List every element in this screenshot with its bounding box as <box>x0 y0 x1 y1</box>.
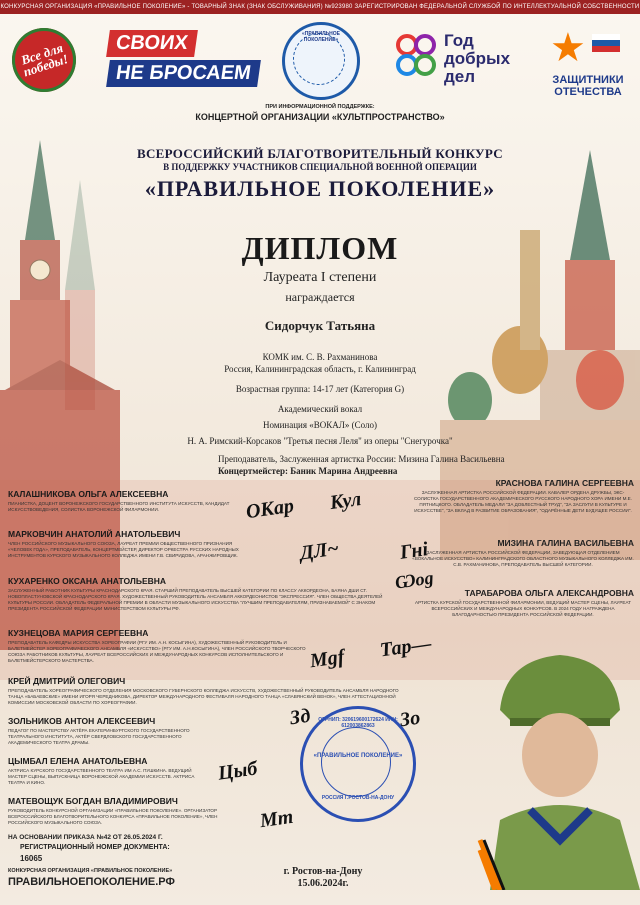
city: г. Ростов-на-Дону <box>283 866 363 877</box>
svoih-ne-brosaem-logo <box>108 30 253 88</box>
jury-desc: ПРЕПОДАВАТЕЛЬ КАФЕДРЫ ИСКУССТВА ХОРЕОГРАФИИ (РГУ ИМ. А.Н. КОСЫГИНА), ХУДОЖЕСТВЕННЫЙ РУКОВОДИТЕЛЬ И БАЛЕТМЕЙСТЕР ХОРЕОГРАФИЧЕСКОГО АНСАМБЛЯ «ИСКУССТВО» (РГУ ИМ. А.Н.КОСЫГИНА), ЧЛЕН РОССИЙСКОГО ТВОРЧЕСКОГО СОЮЗА РАБОТНИКОВ КУЛЬТУРЫ, ЛАУРЕАТ ВСЕРОССИЙСКИХ И МЕЖДУНАРОДНЫХ КОНКУРСОВ ИСПОЛНИТЕЛЬСКОГО И БАЛЕТМЕЙСТЕРСКОГО МАСТЕРСТВА. <box>8 640 306 663</box>
signature: ДЛ~ <box>298 537 341 565</box>
jury-desc: ПИАНИСТКА, ДОЦЕНТ ВОРОНЕЖСКОГО ГОСУДАРСТВЕННОГО ИНСТИТУТА ИСКУССТВ, КАНДИДАТ ИСКУССТВОВЕДЕНИЯ, СОЛИСТКА ВОРОНЕЖСКОЙ ФИЛАРМОНИИ. <box>8 501 230 512</box>
signature: Гнi <box>398 538 430 564</box>
jury-member <box>8 676 408 706</box>
location: Россия, Калининградская область, г. Калининград <box>224 364 416 374</box>
logo-text-bottom: НЕ БРОСАЕМ <box>106 60 261 87</box>
logo-text: «ПРАВИЛЬНОЕ ПОКОЛЕНИЕ» <box>301 31 341 43</box>
signature: Зд <box>288 704 312 730</box>
diploma-title: ДИПЛОМ <box>241 230 399 266</box>
jury-desc: ЗАСЛУЖЕННАЯ АРТИСТКА РОССИЙСКОЙ ФЕДЕРАЦИИ. КАВАЛЕР ОРДЕНА ДРУЖБЫ, ЭКС-СОЛИСТКА ГОСУДАРСТВЕННОГО АКАДЕМИЧЕСКОГО РУССКОГО НАРОДНОГО ХОРА ИМЕНИ М.Е. ПЯТНИЦКОГО. ОБЛАДАТЕЛЬ МЕДАЛИ "ЗА ДОБЛЕСТНЫЙ ТРУД", "ЗА ЗАСЛУГИ В КУЛЬТУРЕ И ИСКУССТВЕ", "ЗА ВКЛАД В РАЗВИТИЕ ОБРАЗОВАНИЯ", "ОДАРЁННЫЕ ДЕТИ БУДУЩЕЕ РОССИИ". <box>413 490 633 513</box>
signature: Кул <box>328 487 363 515</box>
info-support <box>0 104 640 122</box>
logo-text: Все для победы! <box>19 40 70 80</box>
organization-name: КОНКУРСНАЯ ОРГАНИЗАЦИЯ «ПРАВИЛЬНОЕ ПОКОЛЕНИЕ» <box>8 868 173 874</box>
jury-member <box>412 538 634 568</box>
jury-desc: ПРЕПОДАВАТЕЛЬ ХОРЕОГРАФИЧЕСКОГО ОТДЕЛЕНИЯ МОСКОВСКОГО ГУБЕРНСКОГО КОЛЛЕДЖА ИСКУССТВ, ХУДОЖЕСТВЕННЫЙ РУКОВОДИТЕЛЬ АНСАМБЛЯ НАРОДНОГО ТАНЦА «БАБАЕВСКИЕ» ИМЕНИ ИГОРЯ ЧЕРЕДНИКОВА, ДИРЕКТОР МЕЖДУНАРОДНОГО ФЕСТИВАЛЯ НАРОДНОГО ТАНЦА «СЛАВЯНСКИЙ ВЕНОК», ЧЛЕН АТТЕСТАЦИОННОЙ КОМИССИИ МОСКОВСКОЙ ОБЛАСТИ ПО ХОРЕОГРАФИИ. <box>8 688 399 705</box>
jury-name: ЦЫМБАЛ ЕЛЕНА АНАТОЛЬЕВНА <box>8 756 148 766</box>
registration-number: 16065 <box>20 854 43 863</box>
jury-desc: ЗАСЛУЖЕННЫЙ РАБОТНИК КУЛЬТУРЫ КРАСНОДАРСКОГО КРАЯ. СТАРШИЙ ПРЕПОДАВАТЕЛЬ ВЫСШЕЙ КАТЕГОРИИ ПО КЛАССУ АККОРДЕОНА, БАЯНА ДШИ СТ. НОВОПЛАСТУНОВСКОЙ КРАСНОДАРСКОГО КРАЯ. ХУДОЖЕСТВЕННЫЙ РУКОВОДИТЕЛЬ АНСАМБЛЯ АККОРДЕОНИСТОВ "ЭКСПРЕССИЯ". ЧЛЕН ОБЩЕСТВА ДЕЯТЕЛЕЙ КУЛЬТУРЫ РОССИИ. ОБЛАДАТЕЛЬ ФЕДЕРАЛЬНОЙ ПРЕМИИ В ОБЛАСТИ МУЗЫКАЛЬНОГО ИСКУССТВА "ЛУЧШИМ ПРЕПОДАВАТЕЛЯМ, ПРИЗНАВАЕМОЙ" С ЗНАКОМ ПРЕЗИДЕНТА РОССИЙСКОЙ ФЕДЕРАЦИИ МИНИСТЕРСТВОМ КУЛЬТУРЫ РФ. <box>8 588 383 611</box>
zashchitniki-otechestva-logo <box>540 26 636 98</box>
support-label: ПРИ ИНФОРМАЦИОННОЙ ПОДДЕРЖКЕ: <box>265 104 375 110</box>
jury-desc: ЗАСЛУЖЕННАЯ АРТИСТКА РОССИЙСКОЙ ФЕДЕРАЦИИ, ЗАВЕДУЮЩАЯ ОТДЕЛЕНИЕМ «ВОКАЛЬНОЕ ИСКУССТВО» КАЛИНИНГРАДСКОГО ОБЛАСТНОГО МУЗЫКАЛЬНОГО КОЛЛЕДЖА ИМ. С.В. РАХМАНИНОВА, ПРЕПОДАВАТЕЛЬ ВЫСШЕЙ КАТЕГОРИИ. <box>412 550 634 567</box>
signature: Цыб <box>216 757 259 785</box>
teacher: Преподаватель, Заслуженная артистка России: Мизина Галина Васильевна <box>218 454 505 464</box>
performed-work: Н. А. Римский-Корсаков "Третья песня Леля" из оперы "Снегурочка" <box>187 436 453 446</box>
jury-desc: ЧЛЕН РОССИЙСКОГО МУЗЫКАЛЬНОГО СОЮЗА, ЛАУРЕАТ ПРЕМИИ ОБЩЕСТВЕННОГО ПРИЗНАНИЯ «ЧЕЛОВЕК ГОДА», ПРЕПОДАВАТЕЛЬ, КОНЦЕРТМЕЙСТЕР, ДИРЕКТОР ОРКЕСТРА РУССКИХ НАРОДНЫХ ИНСТРУМЕНТОВ КУРСКОГО МУЗЫКАЛЬНОГО КОЛЛЕДЖА ИМЕНИ Г.В. СВИРИДОВА, АРАНЖИРОВЩИК. <box>8 541 239 558</box>
jury-name: КРЕЙ ДМИТРИЙ ОЛЕГОВИЧ <box>8 676 126 686</box>
age-group: Возрастная группа: 14-17 лет (Категория G) <box>235 384 405 394</box>
jury-member <box>8 576 388 612</box>
signature: ОКар <box>244 494 296 524</box>
jury-name: КРАСНОВА ГАЛИНА СЕРГЕЕВНА <box>495 478 634 488</box>
jury-member <box>8 756 208 786</box>
award-text: награждается <box>285 290 355 304</box>
stamp-middle-text: «ПРАВИЛЬНОЕ ПОКОЛЕНИЕ» <box>313 753 403 759</box>
laureate-degree: Лауреата I степени <box>263 270 377 285</box>
stamp-top-text: ОГРНИП: 320619600172624 ИНН: 612003862863 <box>318 717 398 729</box>
logo-text: ЗАЩИТНИКИ ОТЕЧЕСТВА <box>552 74 624 98</box>
recipient-name: Сидорчук Татьяна <box>264 318 376 333</box>
registration-label: РЕГИСТРАЦИОННЫЙ НОМЕР ДОКУМЕНТА: <box>20 844 170 851</box>
jury-name: МИЗИНА ГАЛИНА ВАСИЛЬЕВНА <box>497 538 634 548</box>
website: ПРАВИЛЬНОЕПОКОЛЕНИЕ.РФ <box>8 876 175 888</box>
logo-text: Год добрых дел <box>444 31 511 86</box>
signature: Тар— <box>378 632 433 662</box>
signature: Ѡоg <box>393 567 435 593</box>
signature: Мgf <box>308 645 346 673</box>
jury-member <box>412 478 634 514</box>
jury-name: МАРКОВЧИН АНАТОЛИЙ АНАТОЛЬЕВИЧ <box>8 529 181 539</box>
support-org: КОНЦЕРТНОЙ ОРГАНИЗАЦИИ «КУЛЬТПРОСТРАНСТВО» <box>195 112 445 122</box>
order-reference: НА ОСНОВАНИИ ПРИКАЗА №42 ОТ 26.05.2024 Г. <box>8 834 163 841</box>
issue-date: 15.06.2024г. <box>297 878 349 889</box>
jury-desc: АРТИСТКА КУРСКОЙ ГОСУДАРСТВЕННОЙ ФИЛАРМОНИИ, ВЕДУЩИЙ МАСТЕР СЦЕНЫ, ЛАУРЕАТ ВСЕРОССИЙСКИХ И МЕЖДУНАРОДНЫХ КОНКУРСОВ. В 2024 ГОДУ НАГРАЖДЕНА БЛАГОДАРНОСТЬЮ ПРЕЗИДЕНТА РОССИЙСКОЙ ФЕДЕРАЦИИ. <box>415 600 631 617</box>
signature: Зо <box>398 706 422 732</box>
genre: Академический вокал <box>277 404 363 414</box>
jury-member <box>8 796 248 826</box>
jury-desc: ПЕДАГОГ ПО МАСТЕРСТВУ АКТЁРА ЕКАТЕРИНБУРГСКОГО ГОСУДАРСТВЕННОГО ТЕАТРАЛЬНОГО ИНСТИТУТА, АКТЁР СВЕРДЛОВСКОГО ГОСУДАРСТВЕННОГО АКАДЕМИЧЕСКОГО ТЕАТРА ДРАМЫ. <box>8 728 190 745</box>
jury-member <box>8 716 208 746</box>
stamp-inner-ring <box>321 727 391 797</box>
logo-dots <box>396 34 440 78</box>
stamp-bottom-text: РОССИЯ Г.РОСТОВ-НА-ДОНУ <box>321 795 395 801</box>
jury-name: ТАРАБАРОВА ОЛЬГА АЛЕКСАНДРОВНА <box>464 588 634 598</box>
signature: Мт <box>258 805 295 833</box>
logo-text-top: СВОИХ <box>106 30 197 57</box>
nomination: Номинация «ВОКАЛ» (Соло) <box>263 420 377 430</box>
jury-member <box>8 628 318 664</box>
jury-name: КАЛАШНИКОВА ОЛЬГА АЛЕКСЕЕВНА <box>8 489 169 499</box>
contest-subtitle: В ПОДДЕРЖКУ УЧАСТНИКОВ СПЕЦИАЛЬНОЙ ВОЕННОЙ ОПЕРАЦИИ <box>163 162 477 172</box>
school-name: КОМК им. С. В. Рахманинова <box>262 352 378 362</box>
vse-dlya-pobedy-logo <box>12 28 76 92</box>
jury-desc: АКТРИСА КУРСКОГО ГОСУДАРСТВЕННОГО ТЕАТРА ИМ А.С. ПУШКИНА. ВЕДУЩИЙ МАСТЕР СЦЕНЫ, ВЫПУСКНИЦА ВОРОНЕЖСКОЙ АКАДЕМИИ ИСКУССТВ. АКТРИСА ТЕАТРА И КИНО. <box>8 768 195 785</box>
jury-name: ЗОЛЬНИКОВ АНТОН АЛЕКСЕЕВИЧ <box>8 716 156 726</box>
jury-member <box>412 588 634 618</box>
soldier-illustration <box>470 640 640 890</box>
god-dobryh-del-logo <box>396 28 511 92</box>
star-icon: ★ <box>550 26 586 70</box>
jury-name: КУХАРЕНКО ОКСАНА АНАТОЛЬЕВНА <box>8 576 167 586</box>
jury-member <box>8 529 253 559</box>
legal-notice-bar: КОНКУРСНАЯ ОРГАНИЗАЦИЯ «ПРАВИЛЬНОЕ ПОКОЛЕНИЕ» - ТОВАРНЫЙ ЗНАК (ЗНАК ОБСЛУЖИВАНИЯ) №923980 ЗАРЕГИСТРИРОВАН ФЕДЕРАЛЬНОЙ СЛУЖБОЙ ПО ИНТЕЛЛЕКТУАЛЬНОЙ СОБСТВЕННОСТИ <box>0 0 640 14</box>
contest-title: ВСЕРОССИЙСКИЙ БЛАГОТВОРИТЕЛЬНЫЙ КОНКУРС <box>137 146 503 161</box>
flag-icon <box>592 34 620 52</box>
jury-member <box>8 489 238 513</box>
jury-name: МАТЕВОЩУК БОГДАН ВЛАДИМИРОВИЧ <box>8 796 178 806</box>
jury-name: КУЗНЕЦОВА МАРИЯ СЕРГЕЕВНА <box>8 628 149 638</box>
official-stamp <box>300 706 416 822</box>
accompanist: Концертмейстер: Баник Марина Андреевна <box>218 466 398 476</box>
contest-name: «ПРАВИЛЬНОЕ ПОКОЛЕНИЕ» <box>144 176 496 201</box>
jury-desc: РУКОВОДИТЕЛЬ КОНКУРСНОЙ ОРГАНИЗАЦИИ «ПРАВИЛЬНОЕ ПОКОЛЕНИЕ». ОРГАНИЗАТОР ВСЕРОССИЙСКОГО БЛАГОТВОРИТЕЛЬНОГО КОНКУРСА «ПРАВИЛЬНОЕ ПОКОЛЕНИЕ», ЧЛЕН РОССИЙСКОГО МУЗЫКАЛЬНОГО СОЮЗА. <box>8 808 218 825</box>
pravilnoe-pokolenie-logo <box>282 22 360 100</box>
partner-logos <box>0 20 640 100</box>
